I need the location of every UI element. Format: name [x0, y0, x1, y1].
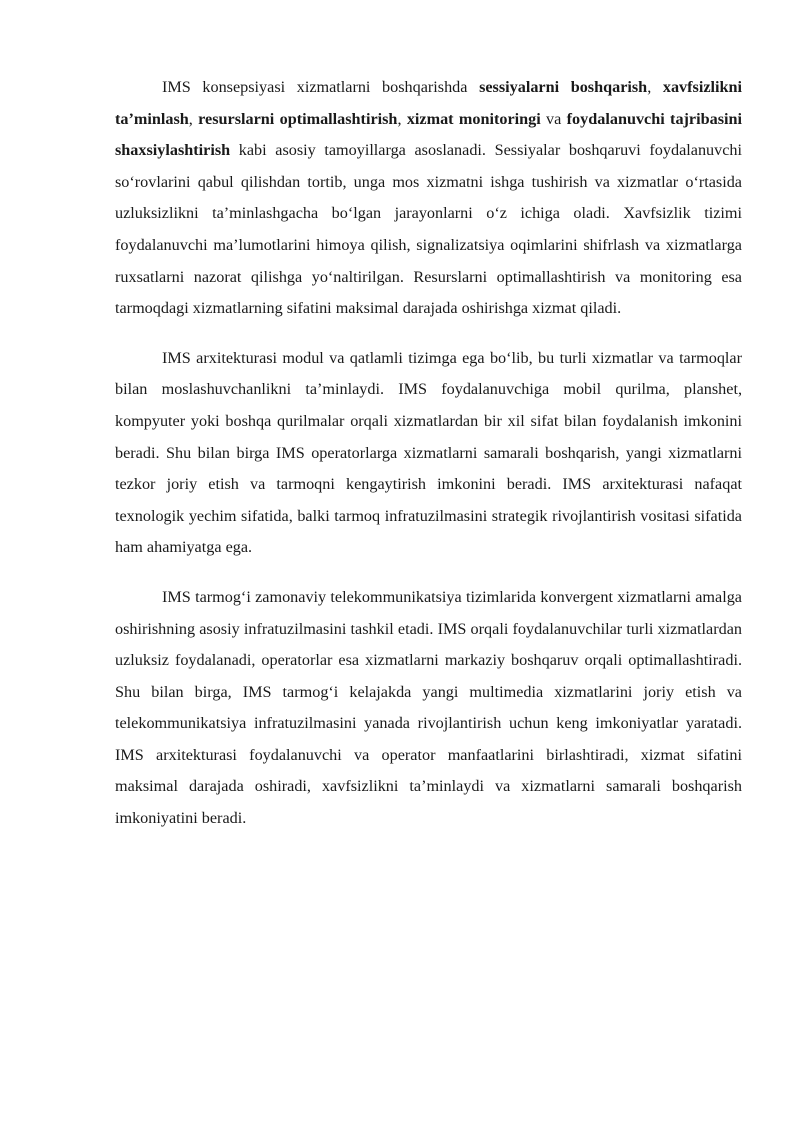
- text-run: ,: [647, 78, 663, 96]
- text-run: IMS konsepsiyasi xizmatlarni boshqarishda: [162, 78, 480, 96]
- paragraph-1: [115, 72, 742, 325]
- text-run: ,: [188, 109, 199, 128]
- bold-term-personalization: foydalanuvchi tajribasini shaxsiylashtirish: [115, 109, 742, 160]
- paragraph-2: [115, 343, 742, 564]
- text-run: IMS tarmog‘i zamonaviy telekommunikatsiya tizimlarida konvergent xizmatlarni amalga oshirishning asosiy infratuzilmasini tashkil etadi. IMS orqali foydalanuvchilar turli xizmatlardan uzluksiz foydalanadi, operatorlar esa xizmatlarni markaziy boshqaruv orqali optimallashtiradi. Shu bilan birga, IMS tarmog‘i kelajakda yangi multimedia xizmatlarini joriy etish va telekommunikatsiya infratuzilmasini yanada rivojlantirish uchun keng imkoniyatlar yaratadi. IMS arxitekturasi foydalanuvchi va operator manfaatlarini birlashtiradi, xizmat sifatini maksimal darajada oshiradi, xavfsizlikni ta’minlaydi va xizmatlarni samarali boshqarish imkoniyatini beradi.: [115, 587, 742, 828]
- text-run: va: [540, 109, 567, 128]
- text-run: IMS arxitekturasi modul va qatlamli tizimga ega bo‘lib, bu turli xizmatlar va tarmoqlar bilan moslashuvchanlikni ta’minlaydi. IMS foydalanuvchiga mobil qurilma, planshet, kompyuter yoki boshqa qurilmalar orqali xizmatlardan bir xil sifat bilan foydalanish imkonini beradi. Shu bilan birga IMS operatorlarga xizmatlarni samarali boshqarish, yangi xizmatlarni tezkor joriy etish va tarmoqni kengaytirish imkonini beradi. IMS arxitekturasi nafaqat texnologik yechim sifatida, balki tarmoq infratuzilmasini strategik rivojlantirish vositasi sifatida ham ahamiyatga ega.: [115, 348, 742, 557]
- text-run: ,: [397, 109, 407, 128]
- bold-term-sessions: sessiyalarni boshqarish: [479, 78, 648, 96]
- bold-term-security: xavfsizlikni ta’minlash: [115, 78, 743, 128]
- document-page: [115, 72, 742, 853]
- text-run: kabi asosiy tamoyillarga asoslanadi. Sessiyalar boshqaruvi foydalanuvchi so‘rovlarini qabul qilishdan tortib, unga mos xizmatni ishga tushirish va xizmatlar o‘rtasida uzluksizlikni ta’minlashgacha bo‘lgan jarayonlarni o‘z ichiga oladi. Xavfsizlik tizimi foydalanuvchi ma’lumotlarini himoya qilish, signalizatsiya oqimlarini shifrlash va xizmatlarga ruxsatlarni nazorat qilishga yo‘naltirilgan. Resurslarni optimallashtirish va monitoring esa tarmoqdagi xizmatlarning sifatini maksimal darajada oshirishga xizmat qiladi.: [115, 141, 742, 318]
- paragraph-3: [115, 582, 742, 835]
- bold-term-monitoring: xizmat monitoringi: [406, 109, 541, 128]
- bold-term-resources: resurslarni optimallashtirish: [198, 109, 398, 128]
